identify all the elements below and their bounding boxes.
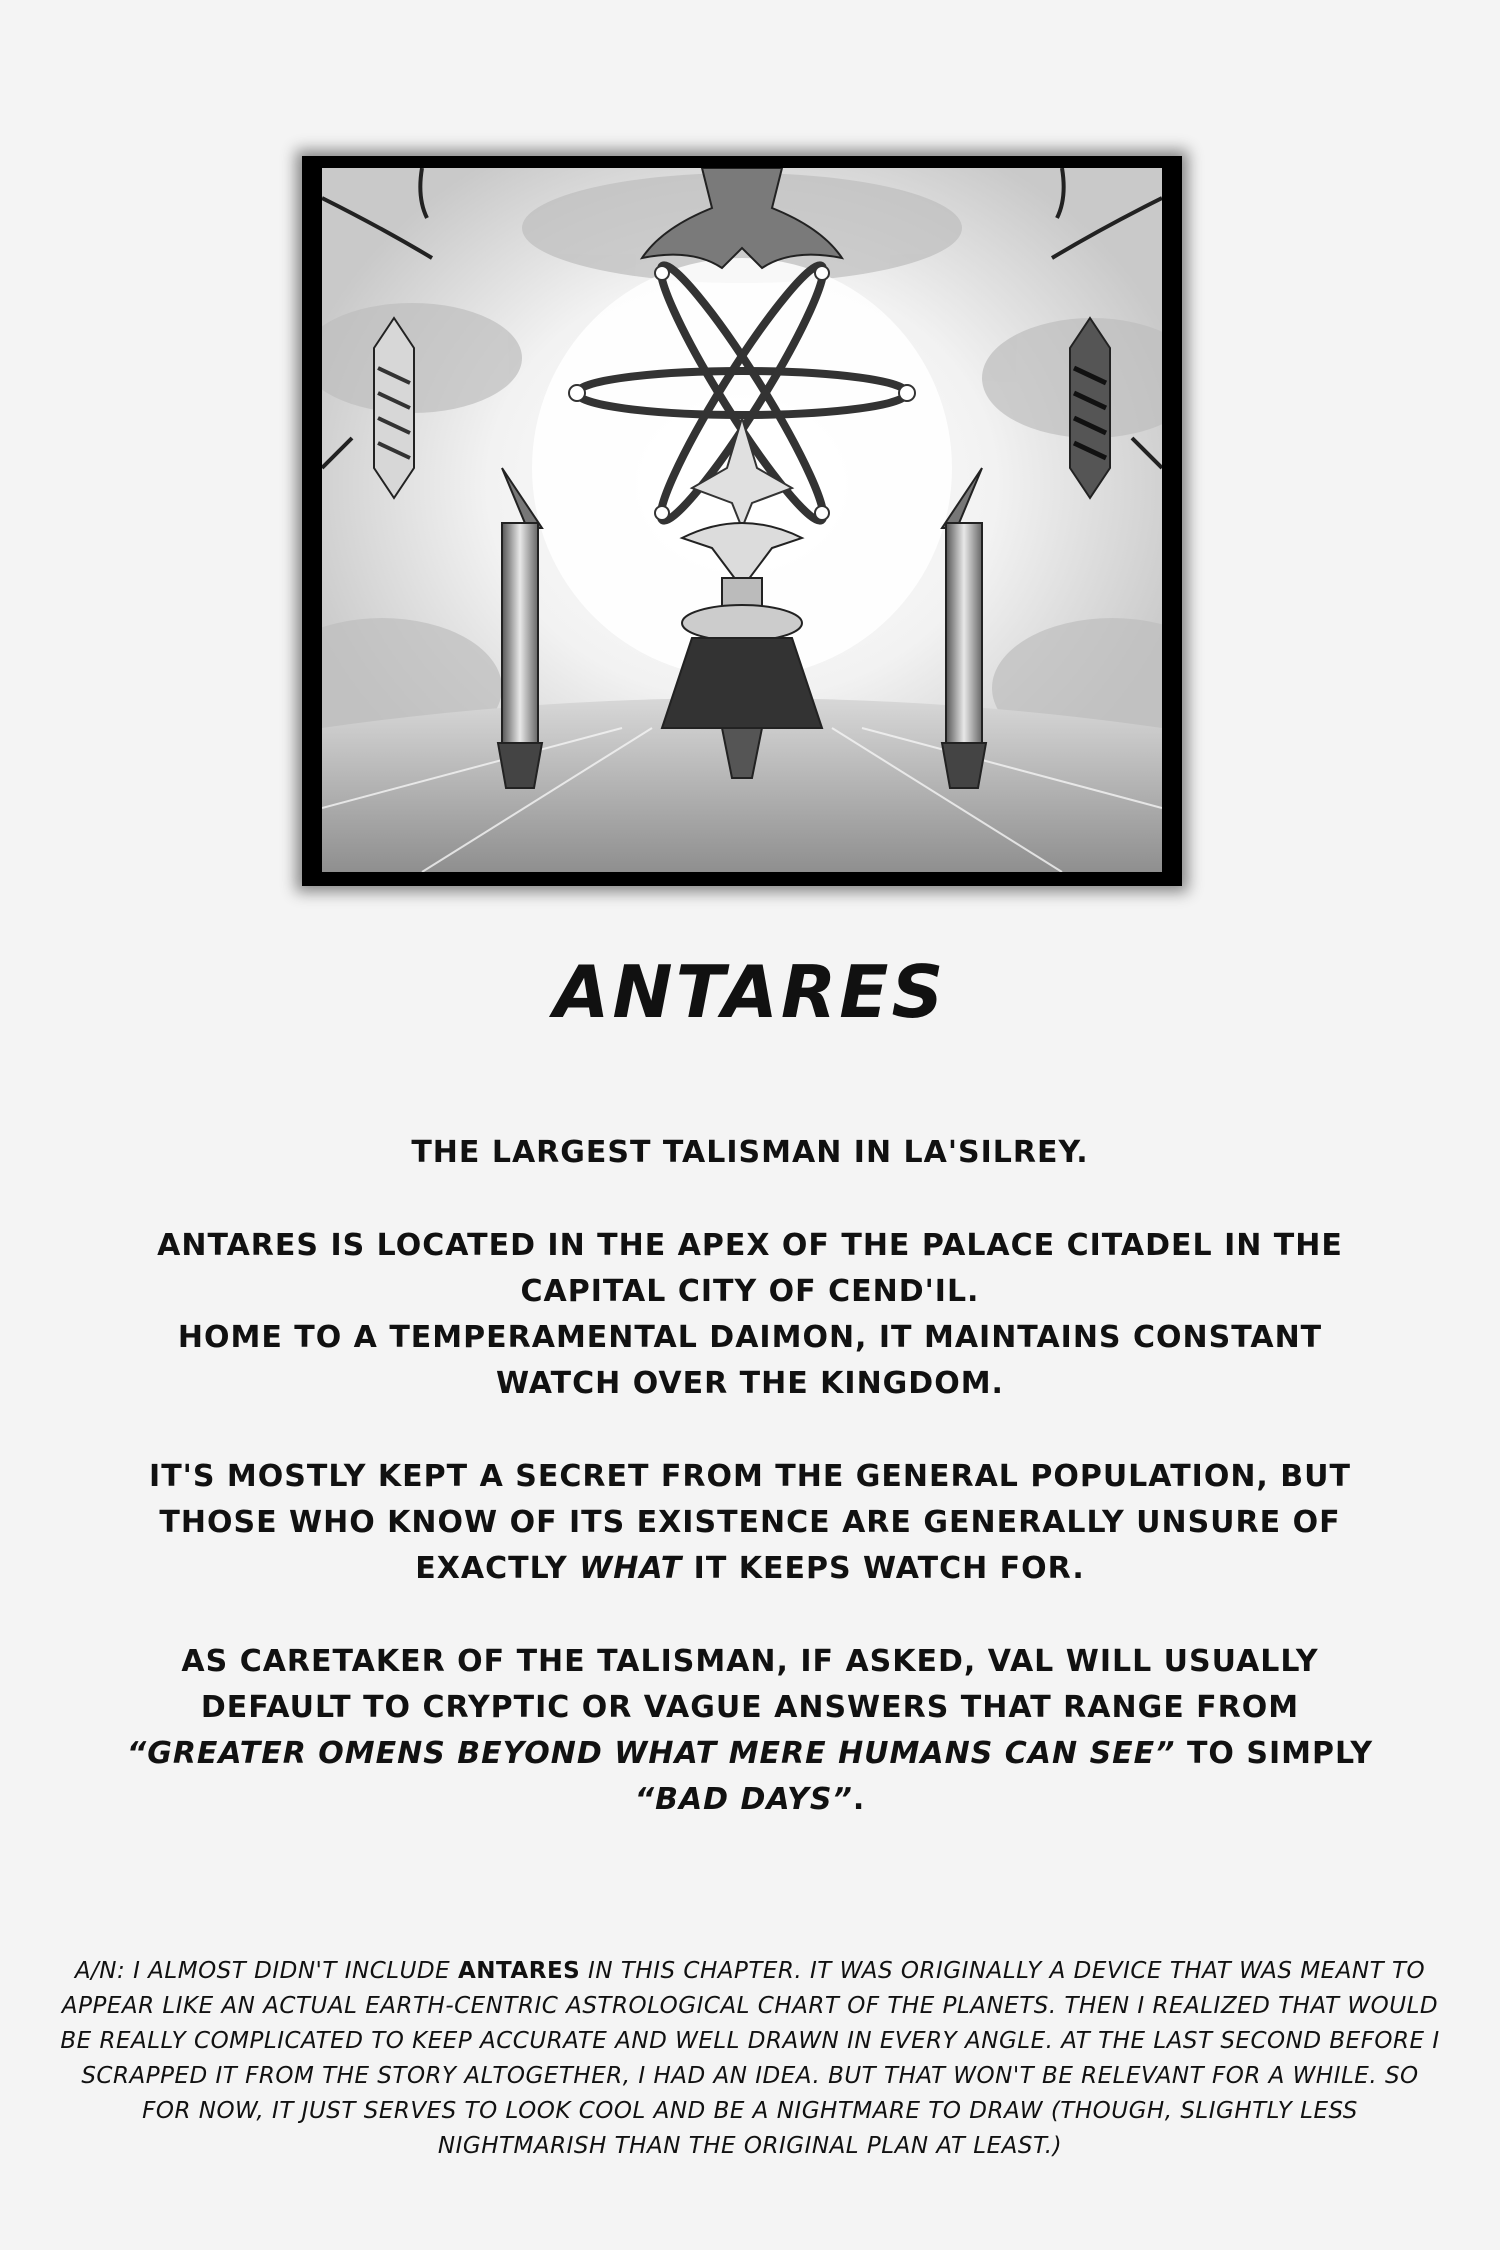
illustration-frame (302, 156, 1182, 886)
paragraph (120, 1639, 1380, 1823)
author-note (60, 1954, 1440, 2164)
paragraph-text: AS CARETAKER OF THE TALISMAN, IF ASKED, VAL WILL USUALLY DEFAULT TO CRYPTIC OR VAGUE ANSWERS THAT RANGE FROM (181, 1644, 1319, 1725)
description (120, 1130, 1380, 1870)
note-text: A/N: I ALMOST DIDN'T INCLUDE (74, 1958, 451, 1984)
paragraph-text: IT'S MOSTLY KEPT A SECRET FROM THE GENERAL POPULATION, BUT THOSE WHO KNOW OF ITS EXISTENCE ARE GENERALLY UNSURE OF EXACTLY (149, 1459, 1351, 1586)
paragraph-text: TO SIMPLY (1186, 1736, 1374, 1771)
paragraph-text: THE LARGEST TALISMAN IN LA'SILREY. (411, 1135, 1089, 1170)
note-text: IN THIS CHAPTER. IT WAS ORIGINALLY A DEVICE THAT WAS MEANT TO APPEAR LIKE AN ACTUAL EARTH-CENTRIC ASTROLOGICAL CHART OF THE PLANETS. THEN I REALIZED THAT WOULD BE REALLY COMPLICATED TO KEEP ACCURATE AND WELL DRAWN IN EVERY ANGLE. AT THE LAST SECOND BEFORE I SCRAPPED IT FROM THE STORY ALTOGETHER, I HAD AN IDEA. BUT THAT WON'T BE RELEVANT FOR A WHILE. SO FOR NOW, IT JUST SERVES TO LOOK COOL AND BE A NIGHTMARE TO DRAW (THOUGH, SLIGHTLY LESS NIGHTMARISH THAN THE ORIGINAL PLAN AT LEAST.) (60, 1958, 1440, 2159)
right-crystal (1070, 318, 1110, 498)
paragraph-emphasis: “GREATER OMENS BEYOND WHAT MERE HUMANS CAN SEE” (126, 1736, 1176, 1771)
paragraph-text: HOME TO A TEMPERAMENTAL DAIMON, IT MAINTAINS CONSTANT WATCH OVER THE KINGDOM. (177, 1320, 1323, 1401)
left-crystal (374, 318, 414, 498)
paragraph-text: . (852, 1782, 866, 1817)
paragraph-text: IT KEEPS WATCH FOR. (693, 1551, 1085, 1586)
page-title: ANTARES (553, 950, 947, 1034)
note-bold: ANTARES (457, 1958, 581, 1984)
paragraph (120, 1454, 1380, 1592)
paragraph (120, 1223, 1380, 1407)
paragraph-text: ANTARES IS LOCATED IN THE APEX OF THE PALACE CITADEL IN THE CAPITAL CITY OF CEND'IL. (157, 1228, 1343, 1309)
paragraph-emphasis: WHAT (579, 1551, 683, 1586)
paragraph (120, 1130, 1380, 1176)
paragraph-emphasis: “BAD DAYS” (634, 1782, 853, 1817)
antares-illustration (322, 168, 1162, 872)
